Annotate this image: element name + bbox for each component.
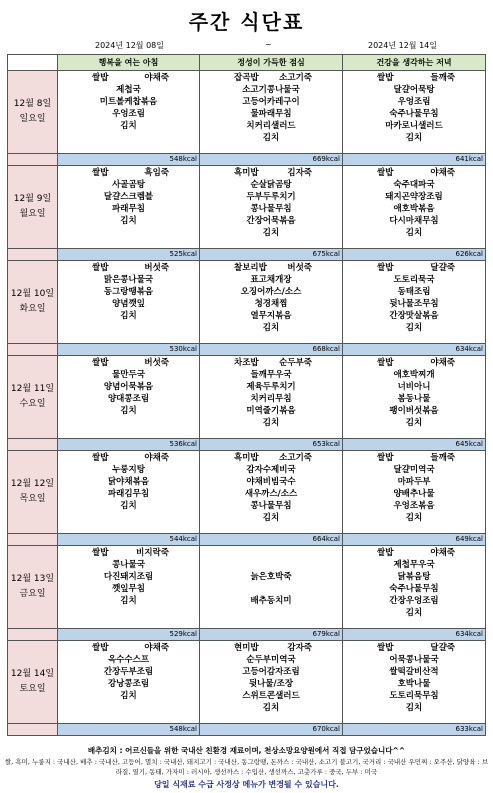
menu-item: 간장두부조림 (103, 667, 154, 677)
day-weekday: 화요일 (19, 304, 46, 314)
day-weekday: 목요일 (19, 494, 46, 504)
menu-item: 마카로니샐러드 (385, 121, 443, 131)
dinner-kcal: 641kcal (343, 154, 486, 166)
dinner-kcal: 645kcal (343, 439, 486, 451)
header-breakfast: 행복을 여는 아침 (58, 55, 200, 71)
breakfast-kcal: 544kcal (58, 534, 200, 546)
kcal-row (8, 534, 486, 546)
menu-item: 우엉조볶음 (393, 501, 435, 511)
rice-item: 잡곡밥 (234, 73, 259, 83)
menu-item: 배추동치미 (250, 596, 292, 606)
day-weekday: 일요일 (19, 114, 46, 124)
menu-item: 파래김무침 (107, 489, 150, 499)
menu-item: 달걀스크렘블 (103, 192, 154, 202)
kcal-row (8, 154, 486, 166)
kcal-spacer (8, 724, 58, 736)
lunch-kcal: 653kcal (200, 439, 343, 451)
rice-item: 흑미밥 (234, 453, 259, 463)
menu-item: 김치 (405, 513, 423, 523)
rice-item: 쌀밥 (92, 73, 109, 83)
menu-item: 미트볼케찹볶음 (99, 97, 158, 107)
breakfast-cell (58, 451, 200, 534)
rice-item: 쌀밥 (377, 73, 394, 83)
menu-item: 양념깻잎 (112, 299, 145, 309)
menu-item: 들깨무우국 (250, 370, 292, 380)
rice-item: 찰보리밥 (234, 263, 267, 273)
menu-item: 김치 (262, 513, 280, 523)
change-notice: 당일 식재료 수급 사정상 메뉴가 변경될 수 있습니다. (154, 780, 339, 789)
kcal-row (8, 439, 486, 451)
menu-item: 김치 (120, 596, 137, 606)
rice-item: 쌀밥 (377, 453, 394, 463)
menu-item: 김치 (405, 608, 423, 618)
porridge-item: 야채죽 (430, 358, 455, 368)
menu-item: 김치 (262, 323, 280, 333)
menu-item: 두부두루치기 (246, 192, 296, 202)
menu-item: 김치 (405, 133, 423, 143)
dinner-cell (343, 71, 486, 154)
date-start: 2024년 12월 08일 (95, 41, 164, 50)
rice-item: 쌀밥 (377, 548, 394, 558)
day-row (8, 261, 486, 344)
lunch-cell (200, 261, 343, 344)
porridge-item: 야채죽 (430, 168, 455, 178)
porridge-item: 비지락죽 (136, 548, 169, 558)
day-date: 12월 12일 (10, 479, 55, 489)
breakfast-kcal: 525kcal (58, 249, 200, 261)
kcal-spacer (8, 154, 58, 166)
menu-item: 김치 (120, 501, 137, 511)
lunch-cell (200, 451, 343, 534)
menu-item: 동태조림 (397, 287, 431, 297)
lunch-cell (200, 356, 343, 439)
date-end: 2024년 12월 14일 (368, 41, 437, 50)
day-label (8, 641, 58, 724)
menu-item: 간장어묵볶음 (246, 216, 296, 226)
menu-item: 김치 (405, 418, 423, 428)
rice-item: 현미밥 (234, 643, 259, 653)
menu-item: 애호박볶음 (393, 204, 435, 214)
day-row (8, 641, 486, 724)
menu-item: 옥수수스프 (107, 655, 150, 665)
breakfast-cell (58, 71, 200, 154)
menu-item: 김치 (120, 216, 137, 226)
menu-item: 맑은콩나물국 (103, 275, 154, 285)
dinner-kcal: 634kcal (343, 344, 486, 356)
day-weekday: 월요일 (19, 209, 46, 219)
day-row (8, 71, 486, 154)
menu-item: 치커리샐러드 (246, 121, 296, 131)
menu-item: 팽이버섯볶음 (389, 406, 439, 416)
menu-item: 제육두루치기 (246, 382, 296, 392)
menu-item: 어묵콩나물국 (389, 655, 439, 665)
menu-item: 우엉조림 (397, 97, 431, 107)
porridge-item: 순두부죽 (279, 358, 312, 368)
breakfast-kcal: 536kcal (58, 439, 200, 451)
menu-item: 다시마채무침 (389, 216, 439, 226)
day-label (8, 356, 58, 439)
menu-item (200, 583, 342, 595)
menu-item (200, 559, 342, 571)
menu-item: 누룽지탕 (112, 465, 145, 475)
menu-item: 김치 (120, 121, 137, 131)
menu-item: 애호박찌개 (393, 370, 435, 380)
day-label (8, 166, 58, 249)
kcal-spacer (8, 629, 58, 641)
day-date: 12월 10일 (10, 289, 55, 299)
menu-item: 사골곰탕 (112, 180, 145, 190)
menu-item: 김치 (405, 323, 423, 333)
porridge-item: 야채죽 (144, 453, 169, 463)
menu-item: 숙주나물무침 (389, 584, 439, 594)
breakfast-cell (58, 356, 200, 439)
menu-item: 간장우엉조림 (389, 596, 439, 606)
rice-item: 쌀밥 (92, 643, 109, 653)
porridge-item: 야채죽 (430, 548, 455, 558)
menu-item: 콩나물무침 (250, 501, 292, 511)
dinner-cell (343, 166, 486, 249)
kcal-spacer (8, 534, 58, 546)
menu-item: 김치 (262, 228, 280, 238)
menu-item: 양배추나물 (393, 489, 435, 499)
menu-item: 김치 (120, 311, 137, 321)
menu-item: 숙주대파국 (393, 180, 435, 190)
menu-item: 마파두부 (397, 477, 431, 487)
header-lunch: 정성이 가득한 점심 (200, 55, 343, 71)
breakfast-cell (58, 166, 200, 249)
rice-item: 차조밥 (234, 358, 259, 368)
lunch-kcal: 675kcal (200, 249, 343, 261)
kcal-row (8, 629, 486, 641)
porridge-item: 야채죽 (144, 73, 169, 83)
dinner-kcal: 634kcal (343, 629, 486, 641)
day-date: 12월 8일 (13, 99, 52, 109)
menu-item: 고등어감자조림 (242, 667, 300, 677)
breakfast-kcal: 548kcal (58, 154, 200, 166)
date-range (0, 40, 493, 54)
day-label (8, 71, 58, 154)
menu-item: 너비아니 (397, 382, 431, 392)
lunch-kcal: 669kcal (200, 154, 343, 166)
menu-item: 파래무침 (112, 204, 145, 214)
menu-item: 쌀떡갈비산적 (389, 667, 439, 677)
menu-item: 콩나물무침 (250, 204, 292, 214)
lunch-cell (200, 166, 343, 249)
menu-item: 새우까스/소스 (244, 489, 298, 499)
menu-item: 오징어까스/소스 (240, 287, 302, 297)
day-row (8, 166, 486, 249)
lunch-kcal: 664kcal (200, 534, 343, 546)
day-date: 12월 11일 (10, 384, 55, 394)
menu-item: 콩나물국 (112, 560, 145, 570)
dinner-cell (343, 356, 486, 439)
menu-item: 김치 (262, 703, 280, 713)
menu-item: 열무지볶음 (250, 311, 292, 321)
day-row (8, 356, 486, 439)
dinner-cell (343, 451, 486, 534)
porridge-item: 달걀죽 (430, 643, 455, 653)
rice-item: 쌀밥 (377, 643, 394, 653)
menu-item: 도토리묵무침 (389, 691, 439, 701)
rice-item: 쌀밥 (377, 263, 394, 273)
porridge-item: 흑임죽 (144, 168, 169, 178)
day-row (8, 451, 486, 534)
porridge-item: 김자죽 (287, 168, 312, 178)
menu-item: 스위트콘샐러드 (242, 691, 300, 701)
menu-item: 김치 (120, 691, 137, 701)
rice-item: 쌀밥 (92, 548, 109, 558)
dinner-cell (343, 546, 486, 629)
breakfast-kcal: 530kcal (58, 344, 200, 356)
porridge-item: 버섯죽 (144, 263, 169, 273)
menu-item: 봄동나물 (397, 394, 431, 404)
kcal-row (8, 344, 486, 356)
lunch-cell (200, 71, 343, 154)
menu-item: 닭볶음탕 (397, 572, 431, 582)
day-label (8, 261, 58, 344)
menu-item: 양념어묵볶음 (103, 382, 154, 392)
rice-item: 쌀밥 (377, 168, 394, 178)
dinner-kcal: 649kcal (343, 534, 486, 546)
kcal-spacer (8, 344, 58, 356)
porridge-item: 달걀죽 (430, 263, 455, 273)
breakfast-kcal: 548kcal (58, 724, 200, 736)
day-label (8, 546, 58, 629)
day-label (8, 451, 58, 534)
breakfast-cell (58, 546, 200, 629)
menu-item: 감자수제비국 (246, 465, 296, 475)
menu-item: 뒷나물조무침 (389, 299, 439, 309)
date-separator: ~ (265, 40, 272, 49)
porridge-item: 야채죽 (144, 643, 169, 653)
menu-item: 뒷나물/조장 (248, 679, 294, 689)
menu-item: 치커리무침 (250, 394, 292, 404)
porridge-item: 들깨죽 (430, 73, 455, 83)
day-weekday: 금요일 (19, 589, 46, 599)
porridge-item: 버섯죽 (287, 263, 312, 273)
menu-item: 숙주나물무침 (389, 109, 439, 119)
menu-item: 달걀어묵탕 (393, 85, 435, 95)
rice-item: 쌀밥 (92, 358, 109, 368)
breakfast-cell (58, 261, 200, 344)
porridge-item: 들깨죽 (430, 453, 455, 463)
page-title: 주간 식단표 (188, 10, 305, 34)
menu-item: 소고기콩나물국 (242, 85, 300, 95)
lunch-cell (200, 546, 343, 629)
lunch-kcal: 679kcal (200, 629, 343, 641)
menu-item: 야채비빔국수 (246, 477, 296, 487)
kcal-row (8, 249, 486, 261)
menu-item: 물만두국 (112, 370, 145, 380)
rice-item: 쌀밥 (92, 168, 109, 178)
rice-item: 흑미밥 (234, 168, 259, 178)
porridge-item: 소고기죽 (279, 453, 312, 463)
kimchi-note: 배추김치 : 어르신들을 위한 국내산 친환경 재료이며, 천상소망요양원에서 직접 담구었습니다^^ (87, 746, 406, 755)
lunch-kcal: 668kcal (200, 344, 343, 356)
menu-item: 간장맛살볶음 (389, 311, 439, 321)
menu-item: 다진돼지조림 (103, 572, 154, 582)
dinner-kcal: 633kcal (343, 724, 486, 736)
kcal-spacer (8, 439, 58, 451)
menu-item: 제첩무우국 (393, 560, 435, 570)
menu-item: 강낭콩조림 (107, 679, 150, 689)
menu-item: 표고채개장 (250, 275, 292, 285)
menu-item: 도토리묵국 (393, 275, 435, 285)
menu-item: 달걀미역국 (393, 465, 435, 475)
menu-item: 우엉조림 (112, 109, 145, 119)
porridge-item: 버섯죽 (144, 358, 169, 368)
menu-item: 김치 (120, 406, 137, 416)
dinner-cell (343, 261, 486, 344)
breakfast-cell (58, 641, 200, 724)
breakfast-kcal: 529kcal (58, 629, 200, 641)
dinner-kcal: 626kcal (343, 249, 486, 261)
day-date: 12월 14일 (10, 669, 55, 679)
menu-item: 양대콩조림 (107, 394, 150, 404)
menu-item: 김치 (262, 133, 280, 143)
header-dinner: 건강을 생각하는 저녁 (343, 55, 486, 71)
menu-item: 김치 (262, 418, 280, 428)
menu-item: 순살닭곰탕 (250, 180, 292, 190)
menu-item: 깻잎무침 (112, 584, 145, 594)
day-date: 12월 9일 (13, 194, 52, 204)
day-date: 12월 13일 (10, 574, 55, 584)
lunch-kcal: 670kcal (200, 724, 343, 736)
rice-item: 쌀밥 (92, 453, 109, 463)
origin-note: 쌀, 흑미, 누룽지 : 국내산, 배추 : 국내산, 고등어, 멸치 : 국내산, 돼지고기 : 국내산, 동그랑땡, 돈까스 : 국내산, 소고기 불고기, 국거리 : 국내산 우민찌 : 오주산, 닭양육 : 브라질, 열기, 동태, 가자미 : 러시아, 생선까스 : 수입산, 생선까스, 고춧가루 : 중국, 두부 : 미국 (4, 758, 489, 776)
day-weekday: 수요일 (19, 399, 46, 409)
day-weekday: 토요일 (19, 684, 46, 694)
menu-item: 늙은호박죽 (250, 572, 292, 582)
porridge-item: 감자죽 (287, 643, 312, 653)
menu-item: 청경채찜 (254, 299, 288, 309)
menu-item: 제첩국 (116, 85, 141, 95)
menu-item: 돼지곤약장조림 (385, 192, 443, 202)
day-row (8, 546, 486, 629)
menu-item: 물파래무침 (250, 109, 292, 119)
lunch-cell (200, 641, 343, 724)
rice-item: 쌀밥 (377, 358, 394, 368)
rice-item: 쌀밥 (92, 263, 109, 273)
porridge-item: 소고기죽 (279, 73, 312, 83)
menu-item: 호박나물 (397, 679, 431, 689)
corner-cell (8, 55, 58, 71)
kcal-spacer (8, 249, 58, 261)
menu-item: 동그랑땡볶음 (103, 287, 154, 297)
menu-item: 김치 (405, 703, 423, 713)
dinner-cell (343, 641, 486, 724)
kcal-row (8, 724, 486, 736)
menu-item: 미역줄기볶음 (246, 406, 296, 416)
menu-item: 닭야채볶음 (107, 477, 150, 487)
menu-item: 고등어카레구이 (242, 97, 300, 107)
menu-item: 순두부미역국 (246, 655, 296, 665)
menu-table (7, 54, 486, 736)
menu-item: 김치 (405, 228, 423, 238)
